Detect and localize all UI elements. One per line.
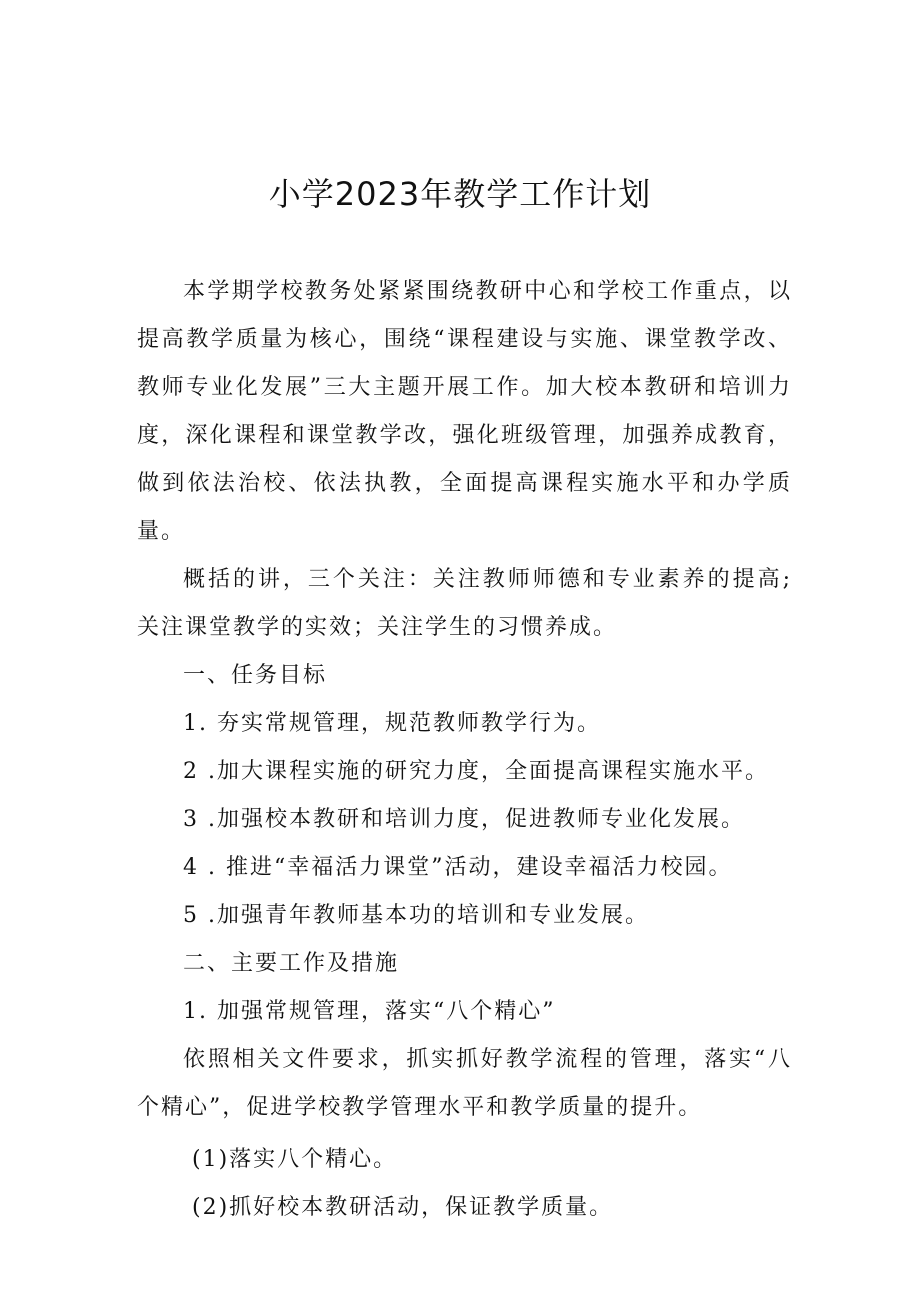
section-two-subheading: 1. 加强常规管理，落实“八个精心” (183, 999, 556, 1024)
goal-item: 1. 夯实常规管理，规范教师教学行为。 (183, 711, 601, 736)
measure-item: (2)抓好校本教研活动，保证教学质量。 (192, 1195, 614, 1220)
goal-item: 4 . 推进“幸福活力课堂”活动，建设幸福活力校园。 (183, 855, 733, 880)
section-two-heading: 二、主要工作及措施 (183, 951, 400, 976)
goal-item: 2 .加大课程实施的研究力度，全面提高课程实施水平。 (183, 759, 769, 784)
document-body (137, 268, 792, 1232)
goal-item: 3 .加强校本教研和培训力度，促进教师专业化发展。 (183, 807, 745, 832)
measure-item: (1)落实八个精心。 (192, 1147, 398, 1172)
summary-paragraph: 概括的讲，三个关注：关注教师师德和专业素养的提高;关注课堂教学的实效；关注学生的习惯养成。 (137, 567, 792, 640)
goal-item: 5 .加强青年教师基本功的培训和专业发展。 (183, 903, 649, 928)
section-one-heading: 一、任务目标 (183, 663, 328, 688)
document-title: 小学2023年教学工作计划 (268, 175, 652, 213)
intro-paragraph: 本学期学校教务处紧紧围绕教研中心和学校工作重点，以提高教学质量为核心，围绕“课程建设与实施、课堂教学改、教师专业化发展”三大主题开展工作。加大校本教研和培训力度，深化课程和课堂教学改，强化班级管理，加强养成教育，做到依法治校、依法执教，全面提高课程实施水平和办学质量。 (137, 279, 792, 544)
section-two-paragraph: 依照相关文件要求，抓实抓好教学流程的管理，落实“八个精心”，促进学校教学管理水平和教学质量的提升。 (137, 1047, 792, 1120)
